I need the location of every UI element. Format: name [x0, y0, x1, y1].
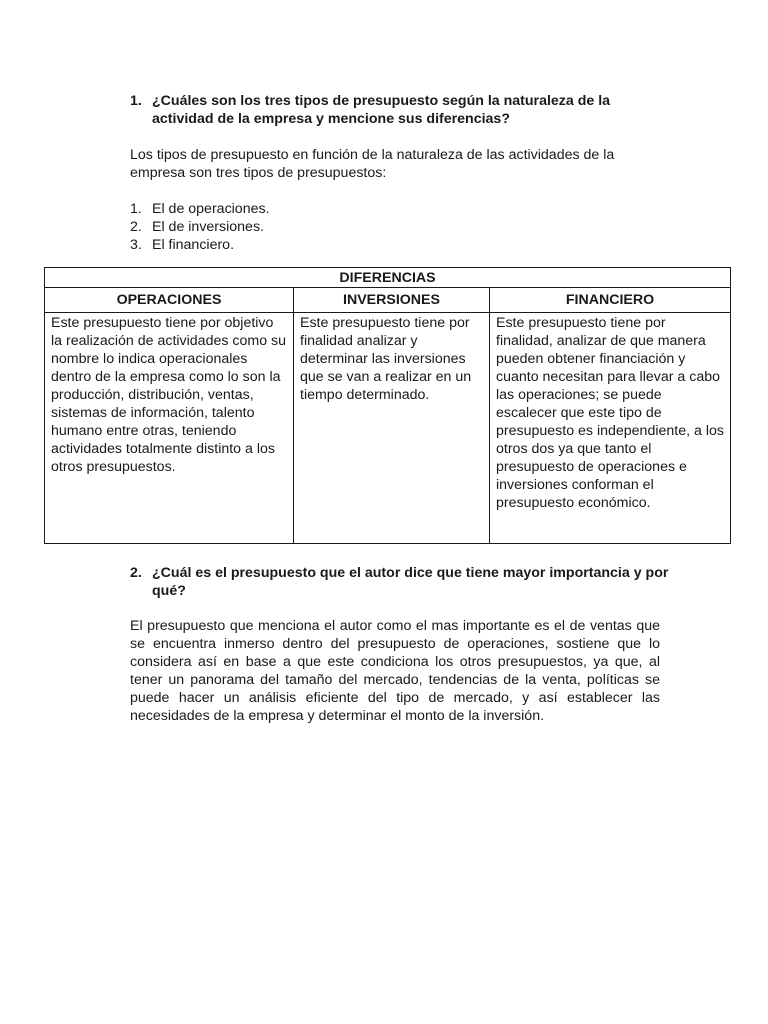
question-2-number: 2.	[130, 565, 142, 581]
column-header-financiero: FINANCIERO	[490, 288, 731, 313]
question-1-text: ¿Cuáles son los tres tipos de presupuesto según la naturaleza de la actividad de la empresa y mencione sus diferencias?	[152, 93, 611, 127]
question-2	[130, 564, 670, 600]
cell-operaciones: Este presupuesto tiene por objetivo la realización de actividades como su nombre lo indica operacionales dentro de la empresa como lo son la producción, distribución, ventas, sistemas de información, talento humano entre otras, teniendo actividades totalmente distinto a los otros presupuestos.	[45, 313, 294, 544]
differences-table	[44, 267, 731, 544]
column-header-inversiones: INVERSIONES	[294, 288, 490, 313]
list-item: 1. El de operaciones.	[130, 201, 270, 217]
table-title: DIFERENCIAS	[45, 268, 731, 288]
intro-paragraph: Los tipos de presupuesto en función de la naturaleza de las actividades de la empresa son tres tipos de presupuestos:	[130, 147, 615, 181]
budget-types-list	[130, 200, 270, 254]
question-2-text: ¿Cuál es el presupuesto que el autor dice que tiene mayor importancia y por qué?	[152, 565, 669, 599]
question-1	[130, 92, 670, 128]
column-header-operaciones: OPERACIONES	[45, 288, 294, 313]
cell-financiero: Este presupuesto tiene por finalidad, analizar de que manera pueden obtener financiación y cuanto necesitan para llevar a cabo las operaciones; se puede escalecer que este tipo de presupuesto es independiente, a los otros dos ya que tanto el presupuesto de operaciones e inversiones conforman el presupuesto económico.	[490, 313, 731, 544]
list-item: 3. El financiero.	[130, 237, 235, 253]
question-1-number: 1.	[130, 93, 142, 109]
list-item: 2. El de inversiones.	[130, 219, 264, 235]
cell-inversiones: Este presupuesto tiene por finalidad analizar y determinar las inversiones que se van a realizar en un tiempo determinado.	[294, 313, 490, 544]
answer-2-paragraph: El presupuesto que menciona el autor como el mas importante es el de ventas que se encuentra inmerso dentro del presupuesto de operaciones, sostiene que lo considera así en base a que este condiciona los otros presupuestos, ya que, al tener un panorama del tamaño del mercado, tendencias de la venta, políticas se puede hacer un análisis eficiente del tipo de mercado, y así establecer las necesidades de la empresa y determinar el monto de la inversión.	[130, 618, 660, 724]
